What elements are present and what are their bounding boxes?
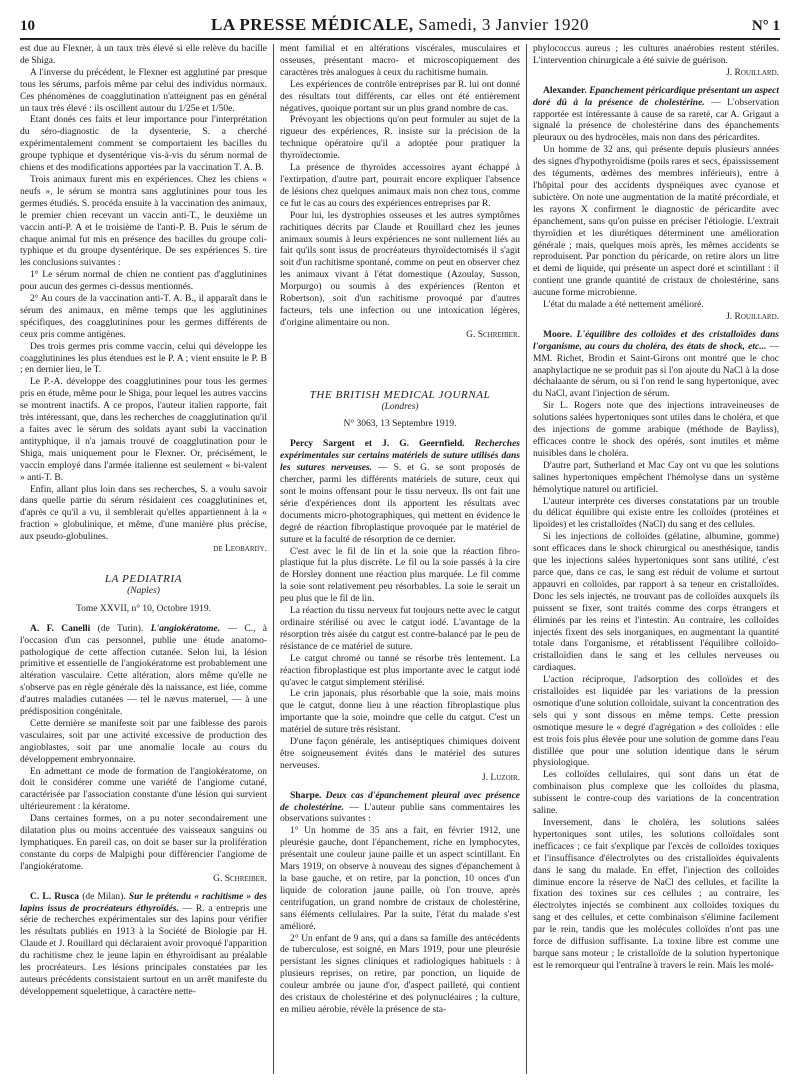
journal-heading: THE BRITISH MEDICAL JOURNAL: [309, 388, 491, 401]
paragraph: Trois animaux furent mis en expériences. Chez les chiens « neufs », le sérum se montra sans agglutinines pour tous les germes étudiés. S. procéda ensuite à la vaccination des animaux, le premier chien recevant un vaccin anti-T., le deuxième un vaccin anti-P. A et le troisième de l'anti-P. B. Puis le sérum de chaque animal fut mis en présence des bacilles du groupe coli-typhique et du groupe dysentérique. De ses expériences S. tire les conclusions suivantes :: [20, 174, 267, 269]
paragraph: D'autre part, Sutherland et Mac Cay ont vu que les solutions salines hypertoniques empêchent l'hémolyse dans un système hémolytique naturel ou artificiel.: [533, 460, 779, 495]
paragraph: ment familial et en altérations viscérales, musculaires et osseuses, présentant macro- et microscopiquement des caractères très analogues à ceux du rachitisme humain.: [280, 44, 520, 78]
paragraph: 1° Un homme de 35 ans a fait, en février 1912, une pleurésie gauche, dont l'épanchement, riche en lymphocytes, présentait une couleur jaune paille et un aspect scintillant. En Mars 1919, on observe à nouveau des signes d'épanchement à la base gauche, et on retire, par la ponction, 10 onces d'un liquide de coloration jaune paille, où l'on trouve, après centrifugation, un grand nombre de cristaux de cholestérine, sans éléments cellulaires. Par la suite, l'état du malade s'est amélioré.: [280, 826, 520, 932]
journal-title: LA PRESSE MÉDICALE,: [210, 15, 414, 34]
article-text: — L'observation rapportée est intéressante à cause de sa rareté, car A. Grigaut a signalé la présence de cholestérine dans des épanchements pleuraux ou des hydrocèles, mais non dans des péricardites.: [533, 97, 779, 144]
paragraph: C'est avec le fil de lin et la soie que la réaction fibro-plastique fut la plus discrète. Le fil ou la soie passés à la cire de Horsley donnent une réaction plus marquée. Le fil comme la soie sont relativement peu résorbables. La soie le serait un peu plus que le fil de lin.: [280, 546, 520, 605]
paragraph: L'action réciproque, l'adsorption des colloïdes et des cristalloïdes est liquidée par les variations de la pression osmotique d'une solution colloïdale, suivant la concentration des sels qui y sont dissous en même temps. Cette pression osmotique mesure le « degré d'agrégation » des colloïdes : elle est trois fois plus élevée pour une solution de gomme dans l'eau distillée que pour une solution identique dans le sérum physiologique.: [533, 675, 779, 769]
paragraph: Dans certaines formes, on a pu noter secondairement une dilatation plus ou moins accentuée des vaisseaux sanguins ou lymphatiques. En pareil cas, on doit se baser sur la prolifération constante du corps de Malpighi pour différencier l'angiome de l'angiokératome.: [20, 814, 267, 872]
paragraph: En admettant ce mode de formation de l'angiokératome, on doit le considérer comme une variété de l'angiome cutané, caractérisée par l'association constante d'une lésion qui survient ultérieurement : la kératome.: [20, 766, 267, 813]
paragraph: L'auteur interprète ces diverses constatations par un trouble du délicat équilibre qui existe entre les colloïdes (protéines et lipoïdes) et les cristalloïdes (NaCl) du sang et des cellules.: [533, 496, 779, 531]
paragraph: La réaction du tissu nerveux fut toujours nette avec le catgut ordinaire stérilisé ou avec le catgut iodé. L'avantage de la résorption très aisée du catgut est contre-balancé par le peu de résistance de ce matériel de suture.: [280, 606, 520, 652]
article-title: Sur le prétendu « rachitisme » des lapins issus de procréateurs éthyroïdés.: [20, 891, 267, 914]
page-number: 10: [20, 18, 35, 34]
author-signature: J. Luzoir.: [481, 772, 520, 783]
author-place: (de Turin).: [90, 623, 151, 634]
paragraph: 1° Le sérum normal de chien ne contient pas d'agglutinines pour aucun des germes ci-dessus mentionnés.: [20, 270, 267, 293]
article-author: Alexander.: [543, 85, 587, 96]
paragraph: Si les injections de colloïdes (gélatine, albumine, gomme) sont efficaces dans le shock chirurgical ou anesthésique, tandis que les injections salées hypertoniques sont sans utilité, c'est parce que, dans ce cas, le sang est réduit de volume et surtout appauvri en colloïdes, par rapport à sa teneur en cristalloïdes. Donc les sels injectés, ne trouvant pas de colloïdes auxquels ils puissent se fixer, sont traités comme des corps étrangers et éliminés par les reins et l'intestin. Au contraire, les colloïdes injectés fixent des sels inorganiques, en augmentant la quantité totale dans l'organisme, et rétablissent l'équilibre colloïdo-cristalloïdien dans le sang et les cellules nerveuses ou cardiaques.: [533, 532, 779, 674]
article-text: — C., à l'occasion d'un cas personnel, publie une étude anatomo-pathologique de cette affection cutanée. Selon lui, la lésion primitive et essentielle de l'angiokératome est probablement une altération vasculaire. Cette altération, alors même qu'elle ne s'observe pas en règle générale dès la naissance, est liée, comme d'autres maladies cutanées — tel le nævus materuel, — à une prédisposition congénitale.: [20, 623, 267, 718]
paragraph: Les colloïdes cellulaires, qui sont dans un état de combinaison plus complexe que les colloïdes du plasma, subissent le contre-coup des variations de la concentration saline.: [533, 770, 779, 817]
paragraph: 2° Au cours de la vaccination anti-T. A. B., il apparaît dans le sérum des animaux, en même temps que les agglutinines spécifiques, des coagglutinines pour les germes différents de ceux pris comme antigènes.: [20, 294, 267, 340]
paragraph: Le catgut chromé ou tanné se résorbe très lentement. La réaction fibroplastique est plus importante avec le catgut iodé qu'avec le catgut simplement stérilisé.: [280, 653, 520, 688]
paragraph: Inversement, dans le choléra, les solutions salées hypertoniques sont utiles, les solutions colloïdales sont inefficaces ; ce fait s'explique par l'excès de colloïdes toxiques et l'insuffisance d'électrolytes ou des cristalloïdes équivalents dans le sang du malade. En effet, l'injection des colloïdes diminue encore la réserve de NaCl des cellules, et facilite la fixation des toxines sur ces cellules ; au contraire, les électrolytes injectés se combinent aux colloïdes toxiques du sang et des cellules, et cette combinaison s'élimine facilement par le rein, tandis que les molécules colloïdes n'ont pas une force de diffusion suffisante. La toxine libre est comme une barque sans moteur ; le cristalloïde de la solution hypertonique est le remorqueur qui l'entraîne à travers le rein. Mais les molé-: [533, 818, 779, 971]
author-signature: G. Schreiber.: [466, 329, 520, 340]
column-middle: [273, 44, 526, 1074]
journal-city: (Naples): [127, 585, 160, 596]
article-intro: [20, 892, 267, 999]
article-text: — S. et G. se sont proposés de chercher, parmi les différents matériels de suture, ceux qui sont le moins offensant pour le tissu nerveux. Ils ont fait une série d'expériences dont ils apportent les résultats avec documents micro-photographiques, qui mettent en évidence le degré de réaction fibroplastique provoquée par le matériel de suture et la faculté de résorption de ce dernier.: [280, 463, 520, 545]
paragraph: Le P.-A. développe des coagglutinines pour tous les germes pris en étude, même pour le Shiga, pour lequel les autres vaccins se montrent inactifs. A ce propos, l'auteur italien rapporte, fait très intéressant, que, dans les recherches de coagglutination qu'il a faites avec le sérum des soldats ayant subi la vaccination antityphique, il n'a jamais trouvé de coagglutination pour le Shiga, mais uniquement pour le Flexner. Or, précisément, le vaccin employé dans l'armée italienne est seulement « bi-valent » anti-T. B.: [20, 377, 267, 483]
paragraph: Enfin, allant plus loin dans ses recherches, S. a voulu savoir dans quelle partie du sérum résidaient ces coagglutinines et, d'après ce qu'il a vu, il semblerait qu'elles appartiennent à la « fraction » globulinique, et même, d'une manière plus précise, aux pseudo-globulines.: [20, 484, 267, 543]
paragraph: Un homme de 32 ans, qui présente depuis plusieurs années des signes d'hypothyroïdisme (poils rares et secs, épaississement des téguments, œdèmes des membres inférieurs), entre à l'hôpital pour des accidents dyspnéiques avec cyanose et subictère. On note une augmentation de la matité précordiale, et les rayons X confirment le diagnostic de péricardite avec épanchement, sans qu'on puisse en préciser l'étiologie. L'extrait thyroïdien et les diurétiques déterminent une amélioration générale ; mais, quelques mois après, les mêmes accidents se reproduisent. Par ponction du péricarde, on retire alors un litre et demi de liquide, qui présente un aspect doré et scintillant : il contient une grande quantité de cristaux de cholestérine, sans aucune forme microbienne.: [533, 145, 779, 299]
article-intro: [280, 439, 520, 546]
author-signature: G. Schreiber.: [213, 873, 267, 884]
article-intro: [20, 624, 267, 719]
article-intro: [533, 330, 779, 401]
issue-date: Samedi, 3 Janvier 1920: [418, 15, 590, 34]
spacer: [280, 346, 520, 372]
paragraph: Des trois germes pris comme vaccin, celui qui développe les coagglutinines les plus étendues est le P. A ; vient ensuite le P. B ; en dernier lieu, le T.: [20, 341, 267, 376]
journal-heading: LA PEDIATRIA: [104, 572, 183, 585]
paragraph: est due au Flexner, à un taux très élevé si elle relève du bacille de Shiga.: [20, 44, 267, 66]
column-left: [20, 44, 273, 1074]
article-author: C. L. Rusca: [30, 891, 80, 902]
article-author: Percy Sargent et J. G. Geernfield.: [290, 439, 465, 450]
article-text: — R. a entrepris une série de recherches expérimentales sur des lapins pour vérifier les résultats publiés en 1913 à la Société de Biologie par H. Claude et J. Rouillard qui déclaraient avoir provoqué l'apparition du rachitisme chez le jeune lapin en éthyroïdisant au préalable les procréateurs. Les lésions principales constatées par les auteurs précédents consistaient surtout en un arrêt manifeste du développement squelettique, à caractère nette-: [20, 903, 267, 997]
paragraph: Le crin japonais, plus résorbable que la soie, mais moins que le catgut, donne lieu à une réaction fibroplastique plus importante que la soie, moindre que celle du catgut. C'est un matériel de suture très résistant.: [280, 689, 520, 736]
paragraph: Sir L. Rogers note que des injections intraveineuses de solutions salées hypertoniques sont utiles dans le choléra, et que des injections de gomme arabique (méthode de Bayliss), efficaces contre le shock des opérés, sont inutiles et même nuisibles dans le choléra.: [533, 401, 779, 459]
text-columns: [20, 44, 780, 1074]
article-intro: [533, 86, 779, 146]
author-place: (de Milan).: [79, 891, 129, 902]
paragraph: Les expériences de contrôle entreprises par R. lui ont donné des résultats tout différents, car elles ont été entièrement négatives, quoique portant sur un plus grand nombre de cas.: [280, 79, 520, 114]
page-header: [20, 15, 780, 40]
issue-number: N° 1: [751, 18, 780, 34]
running-title: [20, 15, 780, 35]
paragraph: D'une façon générale, les antiseptiques chimiques doivent être soigneusement évités dans le matériel des sutures nerveuses.: [280, 737, 520, 771]
author-signature: J. Rouillard.: [726, 311, 779, 322]
paragraph: phylococcus aureus ; les cultures anaérobies restent stériles. L'intervention chirurgicale a été suivie de guérison.: [533, 44, 779, 66]
article-author: Sharpe.: [290, 790, 322, 801]
article-title: L'équilibre des colloïdes et des cristalloïdes dans l'organisme, au cours du choléra, des états de shock, etc...: [533, 329, 779, 352]
article-title: L'angiokératome.: [150, 623, 221, 634]
article-text: — MM. Richet, Brodin et Saint-Girons ont montré que le choc anaphylactique ne se produit pas si l'on ajoute du NaCl à la dose déchalaante de sérum, ou si l'on rend le sang hypertonique, avec du NaCl, avant l'injection de sérum.: [533, 341, 779, 400]
article-text: — L'auteur publie sans commentaires les observations suivantes :: [280, 802, 520, 825]
paragraph: La présence de thyroïdes accessoires ayant échappé à l'extirpation, d'autre part, pourrait encore expliquer l'absence de lésions chez quelques animaux mais non chez tous, comme ce fut le cas au cours des expériences entreprises par R.: [280, 163, 520, 209]
issue-line: N° 3063, 13 Septembre 1919.: [343, 419, 457, 430]
journal-city: (Londres): [381, 401, 419, 412]
paragraph: A l'inverse du précédent, le Flexner est agglutiné par presque tous les sérums, parfois même par celui des individus normaux. Ces phénomènes de coagglutination n'atteignent pas en général un taux très élevé : ils oscillent autour du 1/25e et 1/50e.: [20, 67, 267, 114]
paragraph: Cette dernière se manifeste soit par une faiblesse des parois vasculaires, soit par une activité excessive de production des angioblastes, soit par une anomalie locale au cours du développement embryonnaire.: [20, 718, 267, 765]
paragraph: 2° Un enfant de 9 ans, qui a dans sa famille des antécédents de tuberculose, est soigné, en Mars 1919, pour une pleurésie persistant les signes cliniques et radiologiques habituels : à plusieurs reprises, on retire, par ponction, un liquide de couleur ambrée ou jaune d'or, d'aspect pailleté, qui contient des cristaux de cholestérine et des polynucléaires ; la culture, en milieu aérobie, révèle la présence de sta-: [280, 933, 520, 1015]
paragraph: Prévoyant les objections qu'on peut formuler au sujet de la rigueur des expériences, R. insiste sur la précision de la technique opératoire qu'il a adoptée pour pratiquer la thyroïdectomie.: [280, 115, 520, 162]
author-signature: J. Rouillard.: [726, 67, 779, 78]
paragraph: Etant donés ces faits et leur importance pour l'interprétation du séro-diagnostic de la dysenterie, S. a cherché expérimentalement comment se comportaient les bacilles du groupe typhique et dysentérique vis-à-vis du sérum normal de chiens et des modifications apportées par la vaccination T. A. B.: [20, 115, 267, 174]
issue-line: Tome XXVII, n° 10, Octobre 1919.: [75, 603, 212, 614]
paragraph: L'état du malade a été nettement amélioré.: [543, 300, 704, 311]
paragraph: Pour lui, les dystrophies osseuses et les autres symptômes rachitiques décrits par Claude et Rouillard chez les jeunes animaux soumis à leurs expériences ne sont nullement liés au fait qu'ils sont issus de procréateurs thyroïdectomisés il s'agit soit d'un rachitisme spontané, comme on peut en observer chez les animaux vivant à l'état domestique (Azoulay, Susson, Morpurgo) ou soumis à des expériences (Renton et Robertson), soit d'un rachitisme provoqué par d'autres facteurs, tels une infection ou une intoxication légères, d'origine alimentaire ou non.: [280, 210, 520, 328]
article-author: Moore.: [543, 329, 573, 340]
article-title: Epanchement péricardique présentant un aspect doré dû à la présence de cholestérine.: [533, 85, 779, 108]
article-intro: [280, 791, 520, 827]
article-title: Recherches expérimentales sur certains matériels de suture utilisés dans les sutures nerveuses.: [280, 439, 520, 474]
article-title: Deux cas d'épanchement pleural avec présence de cholestérine.: [280, 790, 520, 813]
column-right: [526, 44, 779, 1074]
author-signature: de Leobardy.: [213, 544, 267, 555]
article-author: A. F. Canelli: [30, 623, 91, 634]
